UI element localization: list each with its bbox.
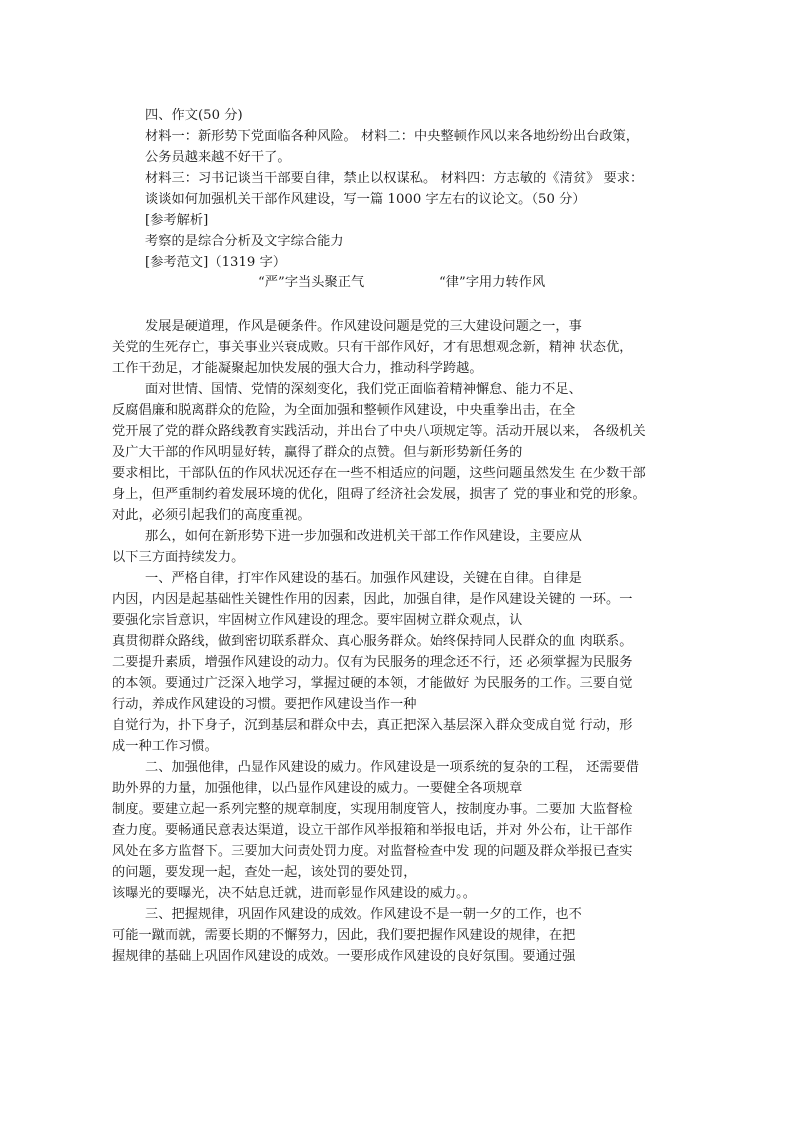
analysis-text: 考察的是综合分析及文字综合能力 <box>145 234 344 249</box>
essay-title-part-2: “律”字用力转作风 <box>439 275 546 290</box>
paragraph-line: 成一种工作习惯。 <box>112 739 218 754</box>
paragraph-line: 三、把握规律，巩固作风建设的成效。作风建设不是一朝一夕的工作，也不 <box>145 907 582 922</box>
paragraph-line: 面对世情、国情、党情的深刻变化，我们党正面临着精神懈怠、能力不足、 <box>145 382 582 397</box>
paragraph-line: 工作干劲足，才能凝聚起加快发展的强大合力，推动科学跨越。 <box>112 361 483 376</box>
paragraph-line: 二要提升素质，增强作风建设的动力。仅有为民服务的理念还不行，还 必须掌握为民服务 <box>112 655 633 670</box>
paragraph-line: 党开展了党的群众路线教育实践活动，并出台了中央八项规定等。活动开展以来， 各级机关 <box>112 424 646 439</box>
essay-title-part-1: “严”字当头聚正气 <box>258 275 365 290</box>
paragraph-line: 风处在多方监督下。三要加大问责处罚力度。对监督检查中发 现的问题及群众举报已查实 <box>112 844 633 859</box>
paragraph-line: 制度。要建立起一系列完整的规章制度，实现用制度管人，按制度办事。二要加 大监督检 <box>112 802 633 817</box>
paragraph-line: 真贯彻群众路线，做到密切联系群众、真心服务群众。始终保持同人民群众的血 肉联系。 <box>112 634 633 649</box>
paragraph-line: 关党的生死存亡，事关事业兴衰成败。只有干部作风好，才有思想观念新，精神 状态优， <box>112 340 633 355</box>
paragraph-line: 反腐倡廉和脱离群众的危险，为全面加强和整顿作风建设，中央重拳出击，在全 <box>112 403 576 418</box>
paragraph-line: 行动，养成作风建设的习惯。要把作风建设当作一种 <box>112 697 417 712</box>
section-title: 四、作文(50 分) <box>145 108 243 123</box>
paragraph-line: 要求相比，干部队伍的作风状况还存在一些不相适应的问题，这些问题虽然发生 在少数干部 <box>112 466 646 481</box>
material-line: 公务员越来越不好干了。 <box>145 150 291 165</box>
paragraph-line: 的本领。要通过广泛深入地学习，掌握过硬的本领，才能做好 为民服务的工作。三要自觉 <box>112 676 633 691</box>
paragraph-line: 助外界的力量，加强他律，以凸显作风建设的威力。一要健全各项规章 <box>112 781 523 796</box>
paragraph-line: 该曝光的要曝光，决不姑息迁就，进而彰显作风建设的威力。。 <box>112 886 477 901</box>
paragraph-line: 身上，但严重制约着发展环境的优化，阻碍了经济社会发展，损害了 党的事业和党的形象。 <box>112 487 646 502</box>
paragraph-line: 可能一蹴而就，需要长期的不懈努力，因此，我们要把握作风建设的规律，在把 <box>112 928 576 943</box>
paragraph-line: 二、加强他律，凸显作风建设的威力。作风建设是一项系统的复杂的工程， 还需要借 <box>145 760 640 775</box>
paragraph-line: 查力度。要畅通民意表达渠道，设立干部作风举报箱和举报电话，并对 外公布，让干部作 <box>112 823 633 838</box>
material-line: 材料一：新形势下党面临各种风险。 材料二：中央整顿作风以来各地纷纷出台政策， <box>145 129 640 144</box>
sample-heading: [参考范文]（1319 字） <box>145 255 287 270</box>
paragraph-line: 的问题，要发现一起，查处一起，该处罚的要处罚， <box>112 865 417 880</box>
paragraph-line: 要强化宗旨意识，牢固树立作风建设的理念。要牢固树立群众观点，认 <box>112 613 523 628</box>
paragraph-line: 以下三方面持续发力。 <box>112 550 245 565</box>
paragraph-line: 一、严格自律，打牢作风建设的基石。加强作风建设，关键在自律。自律是 <box>145 571 582 586</box>
paragraph-line: 自觉行为，扑下身子，沉到基层和群众中去，真正把深入基层深入群众变成自觉 行动，形 <box>112 718 633 733</box>
paragraph-line: 及广大干部的作风明显好转，赢得了群众的点赞。但与新形势新任务的 <box>112 445 523 460</box>
paragraph-line: 内因，内因是起基础性关键性作用的因素，因此，加强自律，是作风建设关键的 一环。一 <box>112 592 633 607</box>
material-line: 谈谈如何加强机关干部作风建设，写一篇 1000 字左右的议论文。（50 分） <box>145 192 586 207</box>
paragraph-line: 那么，如何在新形势下进一步加强和改进机关干部工作作风建设，主要应从 <box>145 529 582 544</box>
paragraph-line: 握规律的基础上巩固作风建设的成效。一要形成作风建设的良好氛围。要通过强 <box>112 949 576 964</box>
paragraph-line: 发展是硬道理，作风是硬条件。作风建设问题是党的三大建设问题之一，事 <box>145 319 582 334</box>
material-line: 材料三：习书记谈当干部要自律，禁止以权谋私。 材料四：方志敏的《清贫》 要求： <box>145 171 644 186</box>
paragraph-line: 对此，必须引起我们的高度重视。 <box>112 508 311 523</box>
analysis-heading: [参考解析] <box>145 213 209 228</box>
